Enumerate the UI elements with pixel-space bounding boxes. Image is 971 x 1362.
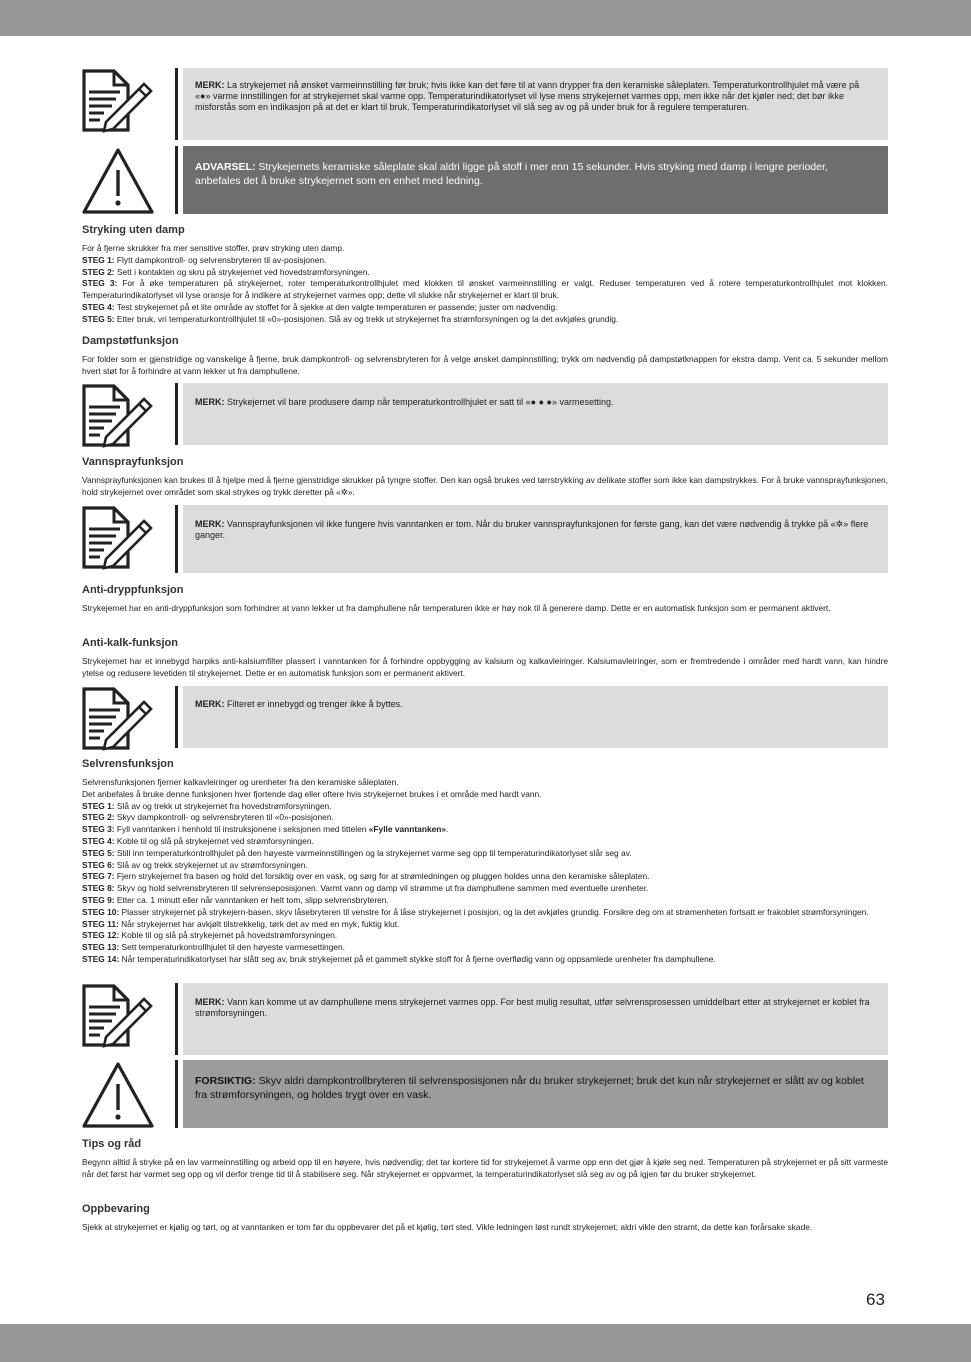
step: STEG 4: Koble til og slå på strykejernet ved strømforsyningen.	[82, 835, 314, 846]
note-pencil-icon	[80, 505, 156, 571]
note-divider	[175, 686, 178, 748]
section-body	[82, 777, 888, 966]
note-divider	[175, 383, 178, 445]
section-heading: Selvrensfunksjon	[82, 758, 174, 770]
note-box: MERK: Vannsprayfunksjonen vil ikke fungere hvis vanntanken er tom. Når du bruker vannsprayfunksjonen for første gang, kan det være nødvendig å trykke på «✲» flere ganger.	[183, 505, 888, 573]
note-box: MERK: Vann kan komme ut av damphullene mens strykejernet varmes opp. For best mulig resultat, utfør selvrensprosessen umiddelbart etter at strykejernet er koblet fra strømforsyningen.	[183, 983, 888, 1055]
caution-divider	[175, 1060, 178, 1128]
page-number: 63	[866, 1290, 885, 1309]
caution-label: FORSIKTIG:	[195, 1075, 256, 1087]
warning-label: ADVARSEL:	[195, 161, 256, 173]
warning-triangle-icon	[80, 1060, 156, 1130]
note-pencil-icon	[80, 983, 156, 1049]
bottom-bar	[0, 1324, 971, 1362]
step: STEG 2: Sett i kontakten og skru på strykejernet ved hovedstrømforsyningen.	[82, 266, 370, 277]
step: STEG 6: Slå av og trekk strykejernet ut av strømforsyningen.	[82, 859, 308, 870]
section-body	[82, 243, 888, 326]
step: STEG 5: Still inn temperaturkontrollhjulet på den høyeste varmeinnstillingen og la strykejernet varme seg opp til temperaturindikatorlyset slår seg av.	[82, 847, 632, 858]
section-heading: Anti-kalk-funksjon	[82, 637, 178, 649]
note-label: MERK:	[195, 80, 225, 90]
paragraph: Selvrensfunksjonen fjerner kalkavleiringer og urenheter fra den keramiske såleplaten.	[82, 777, 399, 787]
paragraph: Sjekk at strykejernet er kjølig og tørt, og at vanntanken er tom før du oppbevarer det på et kjølig, tørt sted. Vikle ledningen løst rundt strykejernet; aldri vikle den stramt, da dette kan forårsake skade.	[82, 1222, 813, 1232]
note-box	[183, 68, 888, 140]
note-divider	[175, 983, 178, 1055]
note-box: MERK: Strykejernet vil bare produsere damp når temperaturkontrollhjulet er satt til «● ● ●» varmesetting.	[183, 383, 888, 445]
note-box: MERK: Filteret er innebygd og trenger ikke å byttes.	[183, 686, 888, 748]
note-divider	[175, 68, 178, 140]
paragraph: Det anbefales å bruke denne funksjonen hver fjortende dag eller oftere hvis strykejernet brukes i et område med hardt vann.	[82, 788, 542, 799]
step: STEG 3: For å øke temperaturen på strykejernet, roter temperaturkontrollhjulet med klokken til ønsket varmeinnstilling er valgt. Reduser temperaturen ved å rotere temperaturkontrollhjulet mot klokken. Temperaturindikatorlyset vil lyse oransje for å indikere at strykejernet varmes opp; dette vil slukke når strykejernet er klart til bruk.	[82, 278, 888, 301]
note-pencil-icon	[80, 383, 156, 449]
step: STEG 14: Når temperaturindikatorlyset har slått seg av, bruk strykejernet på et gammelt stykke stoff for å fjerne overflødig vann og oppsamlede urenheter fra damphullene.	[82, 953, 716, 964]
paragraph: For folder som er gjenstridige og vanskelige å fjerne, bruk dampkontroll- og selvrensbryteren for å velge ønsket dampinnstilling; trykk om nødvendig på dampstøtknappen for ekstra damp. Vent ca. 5 sekunder mellom hvert støt for å forhindre at vann lekker ut fra damphullene.	[82, 354, 888, 376]
step: STEG 4: Test strykejernet på et lite område av stoffet for å sjekke at den valgte temperaturen er passende; juster om nødvendig.	[82, 301, 558, 312]
step: STEG 5: Etter bruk, vri temperaturkontrollhjulet til «0»-posisjonen. Slå av og trekk ut strykejernet fra strømforsyningen og la det avkjøles grundig.	[82, 313, 619, 324]
paragraph: Strykejernet har et innebygd harpiks anti-kalsiumfilter plassert i vanntanken for å forhindre oppbygging av kalsium og kalkavleiringer. Kalsiumavleiringer, som er fremtredende i områder med hardt vann, kan hindre ytelse og redusere levetiden til strykejernet. Dette er en automatisk funksjon som er permanent aktivert.	[82, 656, 888, 678]
warning-box	[183, 146, 888, 214]
step: STEG 8: Skyv og hold selvrensbryteren til selvrenseposisjonen. Varmt vann og damp vil strømme ut fra damphullene sammen med eventuelle urenheter.	[82, 883, 649, 894]
caution-box	[183, 1060, 888, 1128]
warning-text: Strykejernets keramiske såleplate skal aldri ligge på stoff i mer enn 15 sekunder. Hvis stryking med damp i lengre perioder, anbefales det å bruke strykejernet som en enhet med ledning.	[195, 161, 828, 187]
section-heading: Tips og råd	[82, 1138, 142, 1150]
section-heading: Stryking uten damp	[82, 224, 185, 236]
step: STEG 13: Sett temperaturkontrollhjulet til den høyeste varmesettingen.	[82, 942, 346, 953]
step: STEG 1: Flytt dampkontroll- og selvrensbryteren til av-posisjonen.	[82, 254, 327, 265]
paragraph: For å fjerne skrukker fra mer sensitive stoffer, prøv stryking uten damp.	[82, 243, 345, 253]
paragraph: Strykejernet har en anti-dryppfunksjon som forhindrer at vann lekker ut fra damphullene når temperaturen ikke er høy nok til å generere damp. Dette er en automatisk funksjon som er permanent aktivert.	[82, 603, 831, 613]
step: STEG 7: Fjern strykejernet fra basen og hold det forsiktig over en vask, og sørg for at strømledningen og pluggen holdes unna den keramiske såleplaten.	[82, 871, 650, 882]
note-text: La strykejernet nå ønsket varmeinnstilling før bruk; hvis ikke kan det føre til at vann drypper fra den keramiske såleplaten. Temperaturkontrollhjulet må være på «●» varme innstillingen for at strykejernet skal varme opp. Temperaturindikatorlyset vil lyse mens strykejernet varmes opp, men ikke når det kjøler ned; det bør ikke misforstås som en indikasjon på at det er klart til bruk. Temperaturindikatorlyset vil slå seg av og på under bruk for å regulere temperaturen.	[195, 80, 860, 112]
step: STEG 2: Skyv dampkontroll- og selvrensbryteren til «0»-posisjonen.	[82, 812, 334, 823]
step: STEG 12: Koble til og slå på strykejernet på hovedstrømforsyningen.	[82, 930, 338, 941]
note-divider	[175, 505, 178, 573]
step: STEG 1: Slå av og trekk ut strykejernet fra hovedstrømforsyningen.	[82, 800, 332, 811]
step: STEG 10: Plasser strykejernet på strykejern-basen, skyv låsebryteren til venstre for å låse strykejernet i posisjon, og la det avkjøles grundig. Forsikre deg om at strømenheten fortsatt er frakoblet strømforsyningen.	[82, 906, 869, 917]
note-pencil-icon	[80, 686, 156, 752]
step: STEG 9: Etter ca. 1 minutt eller når vanntanken er helt tom, slipp selvrensbryteren.	[82, 894, 389, 905]
paragraph: Begynn alltid å stryke på en lav varmeinnstilling og arbeid opp til en høyere, hvis nødvendig; det tar kortere tid for strykejernet å varme opp enn det gjør å kjøle seg ned. Temperaturen på strykejernet er på sitt varmeste når det først har varmet seg opp og vil derfor trenge tid til å stabilisere seg. Når strykejernet er oppvarmet, la temperaturindikatorlyset slå seg av og på igjen før du bruker strykejernet.	[82, 1157, 888, 1179]
step: STEG 3: Fyll vanntanken i henhold til instruksjonene i seksjonen med tittelen «Fylle vanntanken».	[82, 824, 449, 835]
warning-triangle-icon	[80, 146, 156, 216]
section-heading: Dampstøtfunksjon	[82, 335, 179, 347]
paragraph: Vannsprayfunksjonen kan brukes til å hjelpe med å fjerne gjenstridige skrukker på tyngre stoffer. Den kan også brukes ved tørrstrykking av delikate stoffer som ikke kan dampstrykkes. For å bruke vannsprayfunksjonen, hold strykejernet over området som skal strykes og trykk deretter på «✲».	[82, 475, 888, 497]
note-pencil-icon	[80, 68, 156, 134]
section-heading: Oppbevaring	[82, 1203, 150, 1215]
step: STEG 11: Når strykejernet har avkjølt tilstrekkelig, tørk det av med en myk, fuktig klut.	[82, 918, 400, 929]
caution-text: Skyv aldri dampkontrollbryteren til selvrensposisjonen når du bruker strykejernet; bruk det kun når strykejernet er slått av og koblet fra strømforsyningen, og holdes trygt over en vask.	[195, 1075, 864, 1101]
warning-divider	[175, 146, 178, 214]
section-heading: Vannsprayfunksjon	[82, 456, 184, 468]
section-heading: Anti-dryppfunksjon	[82, 584, 184, 596]
top-bar	[0, 0, 971, 36]
